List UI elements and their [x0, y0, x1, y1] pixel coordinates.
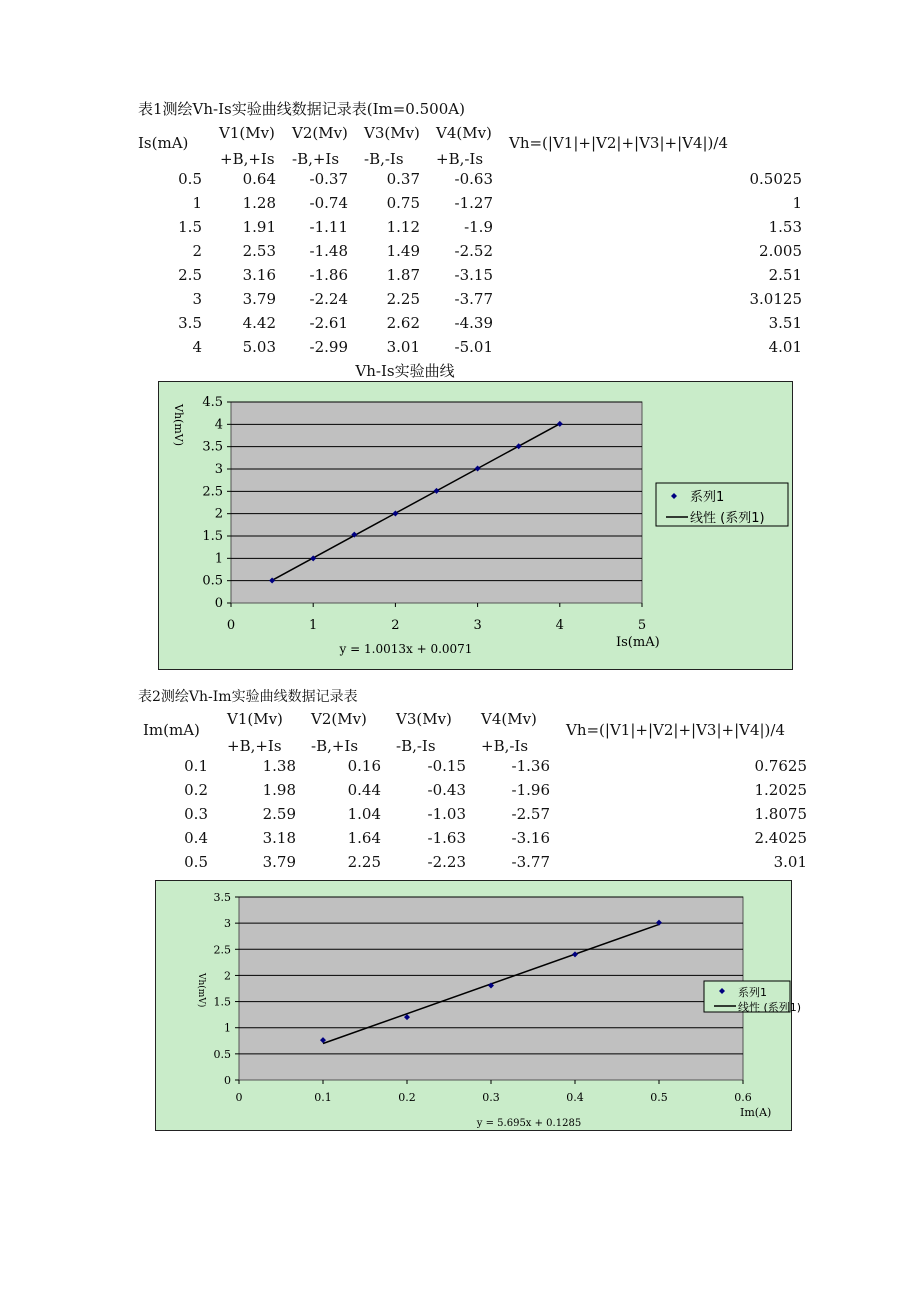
y-axis-label: Vh(mV)	[172, 404, 185, 446]
table1-cell: 3.51	[768, 314, 802, 332]
table1-cell: 0.64	[242, 170, 276, 188]
table2-cell: 3.79	[262, 853, 296, 871]
table1-cell: -4.39	[454, 314, 493, 332]
table1-cell: 3.79	[242, 290, 276, 308]
table1-cell: 0.37	[386, 170, 420, 188]
table1-cell: 1.12	[386, 218, 420, 236]
table2-title: 表2测绘Vh-Im实验曲线数据记录表	[138, 689, 358, 705]
table2-cell: 3.18	[262, 829, 296, 847]
y-tick-label: 1.5	[202, 529, 223, 544]
table1-cell: 0.75	[386, 194, 420, 212]
table2-cell: 0.5	[184, 853, 208, 871]
table1-cell: 1.5	[178, 218, 202, 236]
x-tick-label: 2	[391, 618, 400, 633]
table1-cell: 3	[192, 290, 202, 308]
table2-header-v2: V2(Mv)	[311, 710, 367, 728]
table2-header-v1: V1(Mv)	[227, 710, 283, 728]
table1-cell: 4.01	[768, 338, 802, 356]
chart1-title: Vh-Is实验曲线	[355, 362, 455, 380]
table1-cell: 4.42	[242, 314, 276, 332]
table1-cell: 2.005	[759, 242, 802, 260]
table1-cell: -1.27	[454, 194, 493, 212]
table1-cell: -1.86	[309, 266, 348, 284]
table2-header-v4: V4(Mv)	[481, 710, 537, 728]
table1-subheader-v4: +B,-Is	[436, 150, 484, 168]
table2-cell: 2.25	[347, 853, 381, 871]
table2-cell: -1.03	[427, 805, 466, 823]
table2-cell: 0.2	[184, 781, 208, 799]
table2-header-im: Im(mA)	[143, 721, 200, 739]
table1-cell: 0.5025	[749, 170, 802, 188]
x-tick-label: 3	[473, 618, 482, 633]
table1-cell: -2.24	[309, 290, 348, 308]
plot-area	[231, 402, 642, 603]
table2-cell: 1.64	[347, 829, 381, 847]
table1-cell: 1	[792, 194, 802, 212]
table1-cell: -3.15	[454, 266, 493, 284]
table2-cell: 0.3	[184, 805, 208, 823]
x-tick-label: 0.2	[398, 1091, 416, 1104]
table2-cell: -3.77	[511, 853, 550, 871]
table2-cell: -0.43	[427, 781, 466, 799]
table1-cell: 3.01	[386, 338, 420, 356]
table2-cell: -2.57	[511, 805, 550, 823]
table2-cell: 1.2025	[754, 781, 807, 799]
legend-label-trendline: 线性 (系列1)	[738, 1001, 802, 1014]
y-tick-label: 3	[224, 917, 231, 931]
table1-cell: -0.63	[454, 170, 493, 188]
y-tick-label: 2	[214, 506, 223, 522]
table2-cell: 1.8075	[754, 805, 807, 823]
table2-cell: 3.01	[773, 853, 807, 871]
chart1-svg	[159, 382, 792, 669]
y-tick-label: 4.5	[202, 395, 223, 410]
x-tick-label: 0.6	[734, 1091, 752, 1104]
table2-subheader-v1: +B,+Is	[227, 737, 282, 755]
table2-cell: 2.59	[262, 805, 296, 823]
table1-cell: -2.99	[309, 338, 348, 356]
x-tick-label: 0	[226, 618, 236, 633]
table1-cell: 2.51	[768, 266, 802, 284]
y-axis-label: Vh(mV)	[196, 973, 206, 1008]
table2-cell: -3.16	[511, 829, 550, 847]
x-axis-label: Is(mA)	[616, 635, 660, 650]
y-tick-label: 3.5	[202, 439, 223, 455]
table2-cell: 2.4025	[754, 829, 807, 847]
table1-cell: 3.16	[242, 266, 276, 284]
table1-cell: 2.5	[178, 266, 202, 284]
table2-subheader-v3: -B,-Is	[396, 737, 436, 755]
x-tick-label: 1	[309, 618, 318, 633]
table2-subheader-v2: -B,+Is	[311, 737, 359, 755]
table2-cell: -1.36	[511, 757, 550, 775]
y-tick-label: 1	[214, 551, 223, 567]
table1-cell: -1.11	[309, 218, 348, 236]
table2-cell: -1.63	[427, 829, 466, 847]
table1-subheader-v1: +B,+Is	[220, 150, 275, 168]
table1-cell: -1.9	[464, 218, 493, 236]
table1-cell: 2.25	[386, 290, 420, 308]
table1-cell: 1.87	[386, 266, 420, 284]
table2-cell: 0.16	[347, 757, 381, 775]
x-tick-label: 4	[555, 618, 564, 633]
legend-label-series: 系列1	[690, 490, 725, 505]
x-tick-label: 0	[235, 1091, 243, 1104]
table1-cell: -2.52	[454, 242, 493, 260]
table2-cell: 0.7625	[754, 757, 807, 775]
legend-label-series: 系列1	[738, 986, 767, 999]
table1-cell: 1.53	[768, 218, 802, 236]
y-tick-label: 0.5	[202, 573, 223, 589]
trendline-equation: y = 1.0013x + 0.0071	[339, 642, 473, 656]
y-tick-label: 3.5	[213, 891, 231, 904]
table2-cell: -2.23	[427, 853, 466, 871]
table1-cell: 1	[192, 194, 202, 212]
y-tick-label: 2.5	[213, 943, 231, 957]
table1-cell: 2.62	[386, 314, 420, 332]
x-axis-label: Im(A)	[740, 1106, 772, 1119]
table2-cell: 0.4	[184, 829, 208, 847]
y-tick-label: 4	[214, 417, 223, 433]
table2-header-vh: Vh=(|V1|+|V2|+|V3|+|V4|)/4	[566, 721, 786, 739]
table1-cell: 1.49	[386, 242, 420, 260]
table1-header-v2: V2(Mv)	[292, 124, 348, 142]
table1-subheader-v2: -B,+Is	[292, 150, 340, 168]
y-tick-label: 1.5	[213, 995, 231, 1009]
table1-cell: -5.01	[454, 338, 493, 356]
table1-cell: -3.77	[454, 290, 493, 308]
chart2	[155, 880, 802, 1131]
y-tick-label: 3	[214, 462, 223, 477]
table2-header-v3: V3(Mv)	[396, 710, 452, 728]
x-tick-label: 0.5	[650, 1091, 668, 1104]
table2-cell: 1.38	[262, 757, 296, 775]
table1-header-v4: V4(Mv)	[436, 124, 492, 142]
table1-cell: -0.37	[309, 170, 348, 188]
table2-cell: 0.1	[184, 757, 208, 775]
table2-subheader-v4: +B,-Is	[481, 737, 529, 755]
table1-cell: 3.0125	[749, 290, 802, 308]
table1-cell: 1.28	[242, 194, 276, 212]
legend-label-trendline: 线性 (系列1)	[690, 511, 765, 526]
table1-header-v1: V1(Mv)	[219, 124, 275, 142]
x-tick-label: 0.1	[314, 1091, 332, 1104]
x-tick-label: 5	[637, 618, 647, 633]
y-tick-label: 2	[224, 969, 231, 983]
x-tick-label: 0.4	[566, 1091, 584, 1104]
y-tick-label: 2.5	[202, 484, 223, 500]
table2-cell: -1.96	[511, 781, 550, 799]
plot-area	[239, 897, 743, 1080]
chart2-svg	[156, 881, 802, 1130]
table1-cell: 0.5	[178, 170, 202, 188]
table1-cell: 2	[192, 242, 202, 260]
y-tick-label: 0	[224, 1074, 231, 1087]
table1-cell: -0.74	[309, 194, 348, 212]
table1-title: 表1测绘Vh-Is实验曲线数据记录表(Im=0.500A)	[138, 100, 465, 118]
table2-cell: -0.15	[427, 757, 466, 775]
table1-cell: -1.48	[309, 242, 348, 260]
table1-header-vh: Vh=(|V1|+|V2|+|V3|+|V4|)/4	[509, 134, 729, 152]
table1-cell: 4	[192, 338, 202, 356]
y-tick-label: 0	[214, 596, 223, 611]
table1-cell: -2.61	[309, 314, 348, 332]
table1-header-v3: V3(Mv)	[364, 124, 420, 142]
table1-cell: 5.03	[242, 338, 276, 356]
trendline-equation: y = 5.695x + 0.1285	[476, 1118, 582, 1129]
x-tick-label: 0.3	[482, 1091, 500, 1104]
table1-header-is: Is(mA)	[138, 134, 189, 152]
y-tick-label: 0.5	[213, 1047, 231, 1061]
table1-cell: 2.53	[242, 242, 276, 260]
table2-cell: 1.04	[347, 805, 381, 823]
y-tick-label: 1	[224, 1021, 231, 1035]
chart1	[158, 381, 793, 670]
table1-subheader-v3: -B,-Is	[364, 150, 404, 168]
table2-cell: 0.44	[347, 781, 381, 799]
table1-cell: 3.5	[178, 314, 202, 332]
table1-cell: 1.91	[242, 218, 276, 236]
table2-cell: 1.98	[262, 781, 296, 799]
